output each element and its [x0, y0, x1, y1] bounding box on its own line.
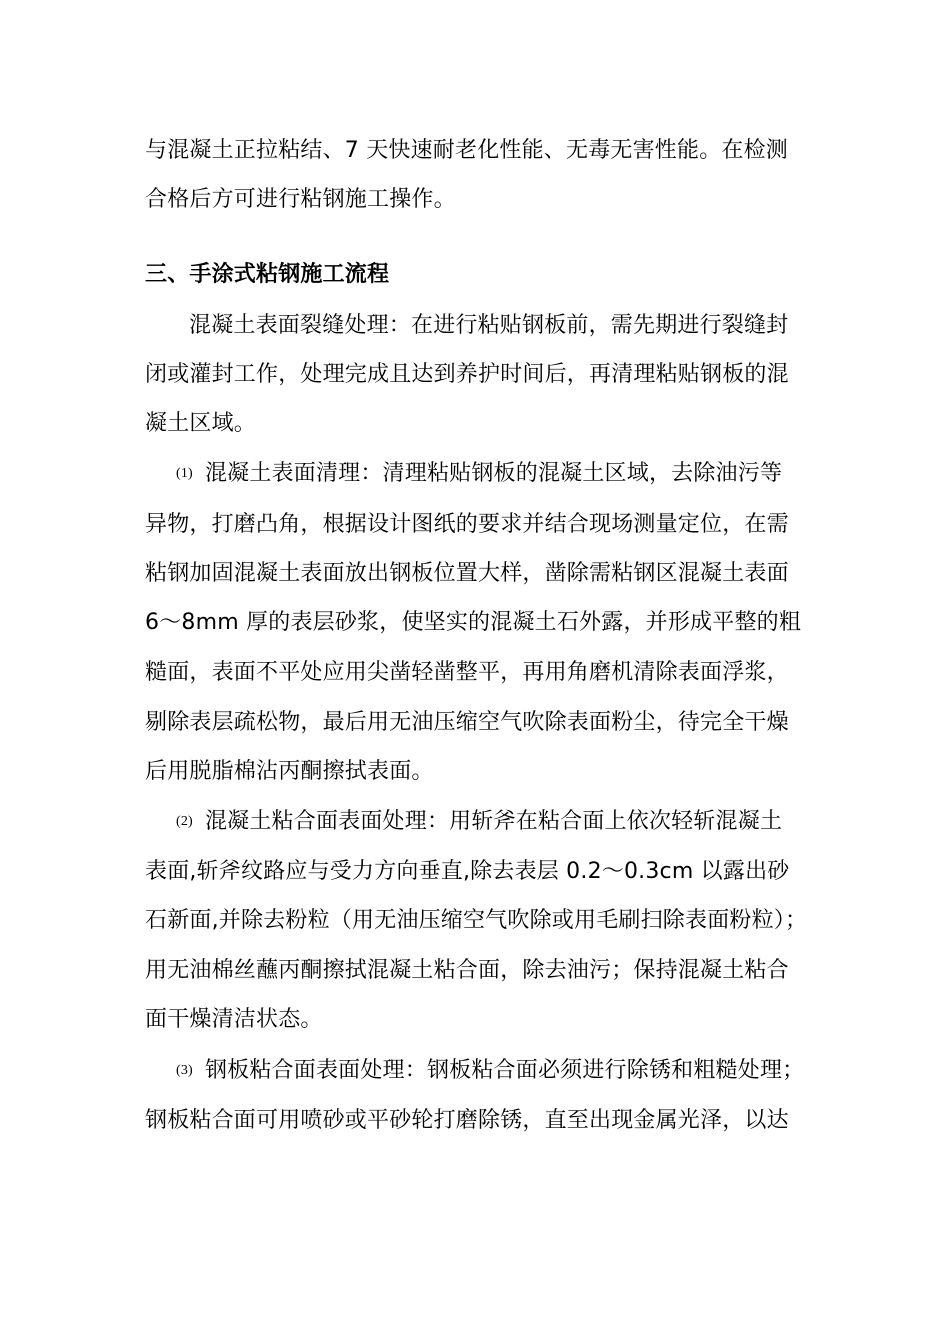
paragraph-line: 混凝土表面裂缝处理：在进行粘贴钢板前，需先期进行裂缝封	[189, 313, 789, 338]
list-item-1-first-line	[176, 459, 782, 489]
list-number: (3)	[176, 1063, 193, 1078]
list-number: (1)	[176, 466, 193, 481]
list-item-line: 钢板粘合面可用喷砂或平砂轮打磨除锈，直至出现金属光泽，以达	[145, 1108, 789, 1133]
intro-line-1: 与混凝土正拉粘结、7 天快速耐老化性能、无毒无害性能。在检测	[145, 138, 788, 163]
section-heading: 三、手涂式粘钢施工流程	[145, 262, 390, 287]
list-item-line: 6～8mm 厚的表层砂浆，使坚实的混凝土石外露，并形成平整的粗	[145, 610, 802, 635]
list-item-line: 表面,斩斧纹路应与受力方向垂直,除去表层 0.2～0.3cm 以露出砂	[145, 859, 790, 884]
list-item-text: 混凝土粘合面表面处理：用斩斧在粘合面上依次轻斩混凝土	[204, 809, 783, 834]
paragraph-line: 凝土区域。	[145, 411, 257, 436]
list-number: (2)	[176, 814, 193, 829]
list-item-line: 剔除表层疏松物，最后用无油压缩空气吹除表面粉尘，待完全干燥	[145, 710, 789, 735]
intro-line-2: 合格后方可进行粘钢施工操作。	[145, 187, 456, 212]
list-item-line: 后用脱脂棉沾丙酮擦拭表面。	[145, 759, 434, 784]
list-item-2-first-line	[176, 807, 782, 837]
list-item-text: 混凝土表面清理：清理粘贴钢板的混凝土区域，去除油污等	[204, 461, 783, 486]
list-item-3-first-line	[176, 1056, 804, 1086]
list-item-line: 面干燥清洁状态。	[145, 1007, 323, 1032]
list-item-line: 石新面,并除去粉粒（用无油压缩空气吹除或用毛刷扫除表面粉粒）；	[145, 908, 808, 933]
list-item-line: 粘钢加固混凝土表面放出钢板位置大样，凿除需粘钢区混凝土表面	[145, 561, 789, 586]
list-item-line: 异物，打磨凸角，根据设计图纸的要求并结合现场测量定位，在需	[145, 512, 789, 537]
paragraph-line: 闭或灌封工作，处理完成且达到养护时间后，再清理粘贴钢板的混	[145, 362, 789, 387]
list-item-line: 糙面，表面不平处应用尖凿轻凿整平，再用角磨机清除表面浮浆，	[145, 660, 789, 685]
list-item-line: 用无油棉丝蘸丙酮擦拭混凝土粘合面，除去油污；保持混凝土粘合	[145, 958, 789, 983]
list-item-text: 钢板粘合面表面处理：钢板粘合面必须进行除锈和粗糙处理；	[204, 1058, 805, 1083]
